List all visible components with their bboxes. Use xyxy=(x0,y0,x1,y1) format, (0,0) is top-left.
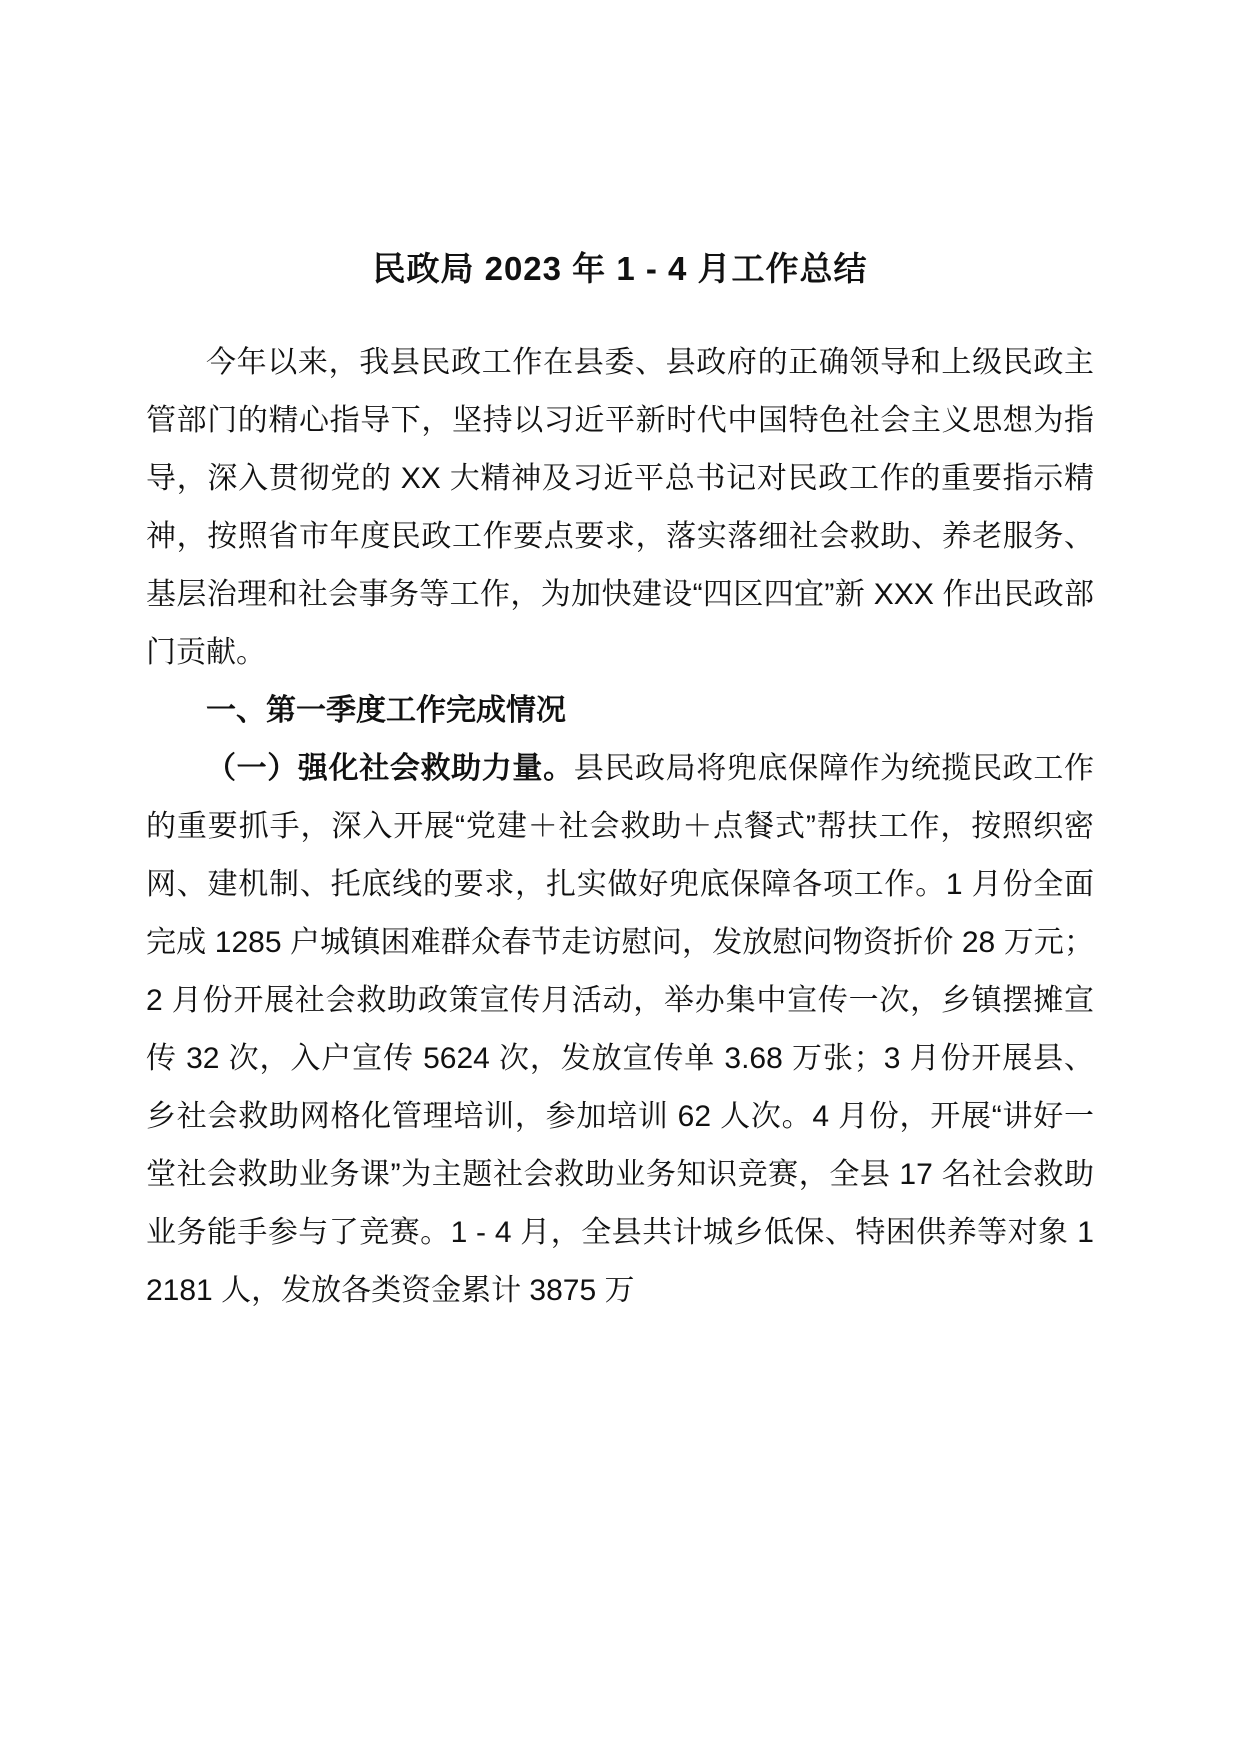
item-body-text: 县民政局将兜底保障作为统揽民政工作的重要抓手，深入开展“党建＋社会救助＋点餐式”帮扶工作，按照织密网、建机制、托底线的要求，扎实做好兜底保障各项工作。1 月份全面完成 1285 户城镇困难群众春节走访慰问，发放慰问物资折价 28 万元；2 月份开展社会救助政策宣传月活动，举办集中宣传一次，乡镇摆摊宣传 32 次，入户宣传 5624 次，发放宣传单 3.68 万张；3 月份开展县、乡社会救助网格化管理培训，参加培训 62 人次。4 月份，开展“讲好一堂社会救助业务课”为主题社会救助业务知识竞赛，全县 17 名社会救助业务能手参与了竞赛。1 - 4 月，全县共计城乡低保、特困供养等对象 12181 人，发放各类资金累计 3875 万 xyxy=(146,752,1095,1307)
intro-paragraph: 今年以来，我县民政工作在县委、县政府的正确领导和上级民政主管部门的精心指导下，坚持以习近平新时代中国特色社会主义思想为指导，深入贯彻党的 XX 大精神及习近平总书记对民政工作的重要指示精神，按照省市年度民政工作要点要求，落实落细社会救助、养老服务、基层治理和社会事务等工作，为加快建设“四区四宜”新 XXX 作出民政部门贡献。 xyxy=(146,346,1094,669)
document-title: 民政局 2023 年 1 - 4 月工作总结 xyxy=(372,250,868,287)
item-paragraph-social-assistance xyxy=(146,740,1094,1320)
item-lead-bold: （一）强化社会救助力量。 xyxy=(206,752,574,785)
section-heading-first-quarter: 一、第一季度工作完成情况 xyxy=(206,694,566,727)
